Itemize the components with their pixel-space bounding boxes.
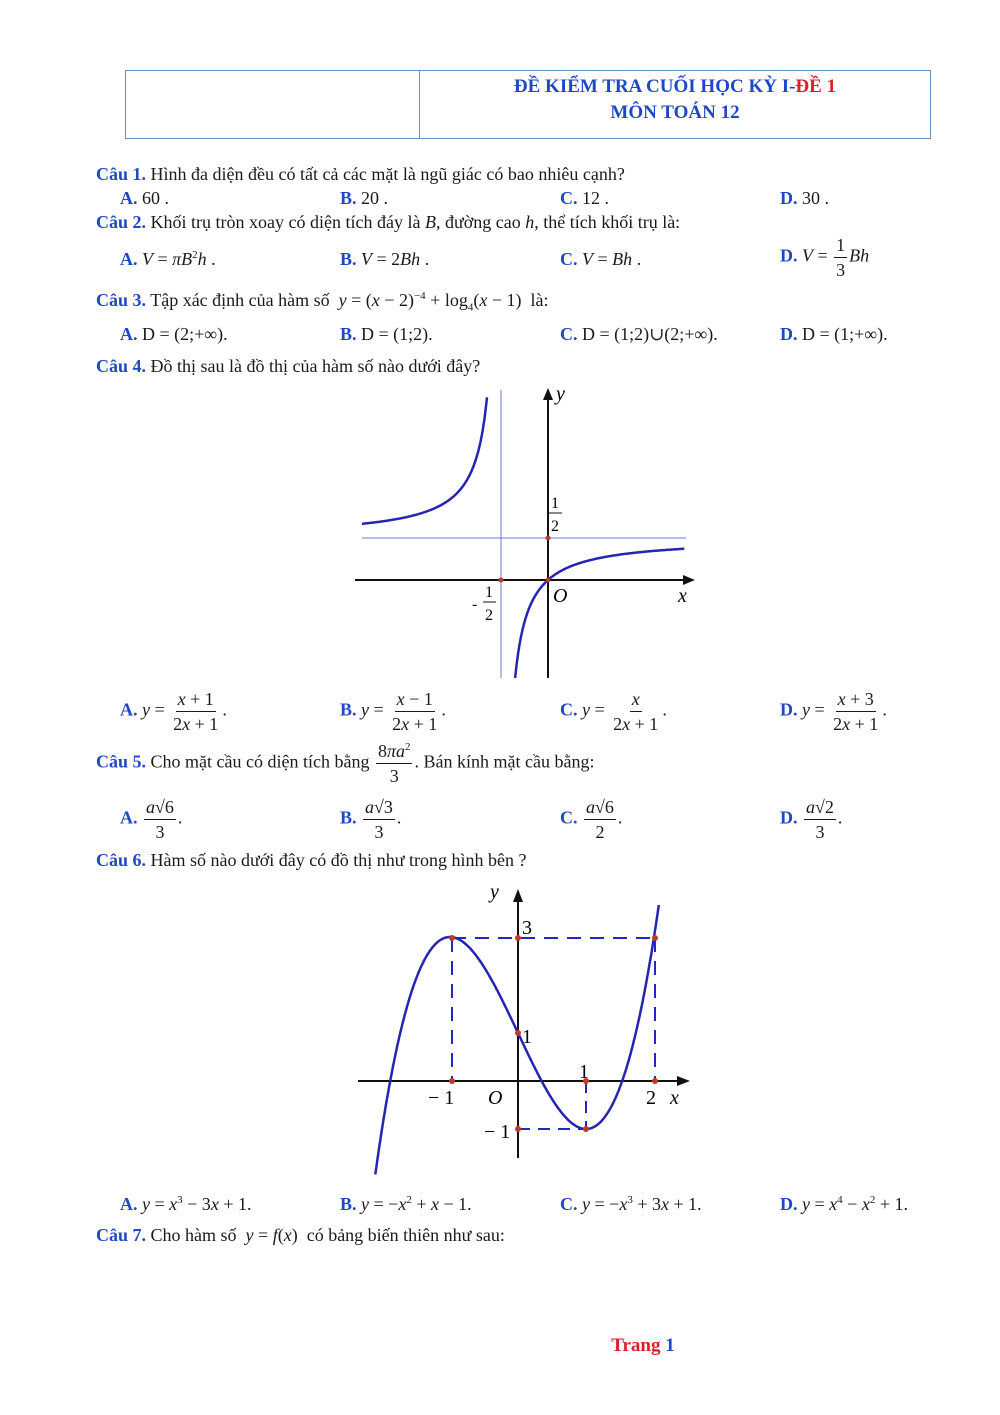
q2-option-c[interactable]: C. V = Bh .	[560, 249, 642, 269]
x-axis-arrow	[677, 1076, 690, 1086]
question-text: Tập xác định của hàm số	[150, 290, 330, 310]
tick-label: 2	[551, 518, 559, 535]
question-text: là:	[530, 290, 549, 310]
option-key: A.	[120, 249, 138, 269]
tick-label: 1	[551, 495, 559, 512]
option-value: 12 .	[582, 188, 609, 208]
footer-page-word: Trang	[611, 1335, 661, 1356]
title-number: ĐỀ 1	[795, 76, 837, 97]
question-text: Đồ thị sau là đồ thị của hàm số nào dưới đây?	[150, 356, 481, 376]
question-2	[96, 212, 680, 233]
q1-option-c[interactable]	[560, 188, 609, 209]
q1-option-b[interactable]	[340, 188, 388, 209]
q4-option-c[interactable]: C. y = $\frac{x}{2x + 1}$ .	[560, 689, 667, 734]
question-text: Hàm số nào dưới đây có đồ thị như trong hình bên ?	[150, 850, 527, 870]
question-text: , thể tích khối trụ là:	[534, 212, 681, 232]
option-value: D = (2;+∞).	[142, 324, 228, 344]
curve-right-branch	[515, 549, 684, 678]
question-label: Câu 3.	[96, 290, 147, 310]
point-marker	[515, 1126, 521, 1132]
option-value: D = (1;2)∪(2;+∞).	[582, 324, 718, 344]
option-key: B.	[340, 807, 357, 828]
option-key: C.	[560, 249, 578, 269]
question-text: Cho hàm số	[150, 1225, 237, 1245]
question-label: Câu 1.	[96, 164, 147, 184]
question-text: Hình đa diện đều có tất cả các mặt là ngũ giác có bao nhiêu cạnh?	[150, 164, 625, 184]
tick-label: 1	[485, 584, 493, 601]
question-3: Câu 3. Tập xác định của hàm số $y = (x - 2)^{-4} + \log_4(x - 1)$ là:	[96, 290, 549, 314]
q2-option-d[interactable]: D. V = $\frac{1}{3}$ Bh	[780, 235, 870, 280]
q5-option-b[interactable]: B. $\frac{a√3}{3}$ .	[340, 797, 402, 842]
y-axis-arrow	[513, 889, 523, 902]
q2-option-a[interactable]: A. $V = \pi B^2h$ .	[120, 249, 216, 269]
option-key: D.	[780, 188, 798, 208]
point-marker	[652, 935, 658, 941]
question-label: Câu 6.	[96, 850, 147, 870]
curve-left-branch	[362, 397, 487, 524]
option-key: B.	[340, 1194, 357, 1214]
option-value: 60 .	[142, 188, 169, 208]
point-marker	[652, 1078, 658, 1084]
option-key: C.	[560, 807, 578, 828]
q5-option-a[interactable]: A. $\frac{a√6}{3}$ .	[120, 797, 183, 842]
question-text: , đường cao	[435, 212, 521, 232]
tick-label: 2	[646, 1087, 656, 1109]
origin-label: O	[488, 1087, 503, 1109]
option-key: C.	[560, 1194, 578, 1214]
q6-option-d[interactable]: D. $y = x^4 - x^2 + 1$.	[780, 1194, 908, 1214]
option-key: D.	[780, 324, 798, 344]
option-key: C.	[560, 699, 578, 720]
q3-option-b[interactable]	[340, 324, 433, 345]
point-marker	[546, 578, 551, 583]
tick-label: 1	[522, 1026, 532, 1048]
point-marker	[546, 536, 551, 541]
x-axis-label: x	[670, 1087, 679, 1109]
question-label: Câu 5.	[96, 751, 147, 772]
option-key: B.	[340, 188, 357, 208]
option-key: D.	[780, 245, 798, 266]
tick-label: 3	[522, 917, 532, 939]
hyperbola-graph	[350, 382, 700, 682]
question-4	[96, 356, 480, 377]
option-key: A.	[120, 324, 138, 344]
option-key: D.	[780, 807, 798, 828]
q4-option-a[interactable]: A. y = $\frac{x + 1}{2x + 1}$ .	[120, 689, 227, 734]
question-text: Khối trụ tròn xoay có diện tích đáy là	[150, 212, 421, 232]
q3-option-a[interactable]	[120, 324, 228, 345]
point-marker	[583, 1126, 589, 1132]
q6-option-b[interactable]: B. $y = -x^2 + x - 1$.	[340, 1194, 472, 1214]
question-label: Câu 7.	[96, 1225, 147, 1245]
option-value: 30 .	[802, 188, 829, 208]
option-key: A.	[120, 699, 138, 720]
option-key: B.	[340, 699, 357, 720]
question-text: . Bán kính mặt cầu bằng:	[414, 751, 595, 772]
option-key: D.	[780, 1194, 798, 1214]
q4-option-d[interactable]: D. y = $\frac{x + 3}{2x + 1}$ .	[780, 689, 887, 734]
exam-title	[420, 74, 930, 126]
q5-option-d[interactable]: D. $\frac{a√2}{3}$ .	[780, 797, 843, 842]
x-axis-arrow	[683, 575, 695, 585]
exam-subject: MÔN TOÁN 12	[610, 102, 740, 123]
option-key: A.	[120, 807, 138, 828]
q6-option-a[interactable]: A. $y = x^3 - 3x + 1$.	[120, 1194, 252, 1214]
variable-b: B	[424, 212, 436, 232]
option-key: B.	[340, 324, 357, 344]
q3-option-d[interactable]	[780, 324, 888, 345]
option-value: D = (1;+∞).	[802, 324, 888, 344]
option-value: 20 .	[361, 188, 389, 208]
x-axis-label: x	[678, 585, 687, 607]
y-axis-arrow	[543, 388, 553, 400]
option-key: D.	[780, 699, 798, 720]
q4-option-b[interactable]: B. y = $\frac{x - 1}{2x + 1}$ .	[340, 689, 446, 734]
question-1	[96, 164, 625, 185]
y-axis-label: y	[490, 881, 499, 903]
cubic-graph	[350, 876, 700, 1186]
question-7: Câu 7. Cho hàm số y = f(x) có bảng biến thiên như sau:	[96, 1225, 505, 1245]
tick-label: − 1	[484, 1121, 511, 1143]
question-text: Cho mặt cầu có diện tích bằng	[150, 751, 370, 772]
title-main: ĐỀ KIỂM TRA CUỐI HỌC KỲ I-	[513, 76, 796, 97]
point-marker	[499, 578, 504, 583]
q3-option-c[interactable]	[560, 324, 718, 345]
origin-label: O	[553, 585, 568, 607]
question-label: Câu 4.	[96, 356, 147, 376]
tick-label: 2	[485, 607, 493, 624]
q6-option-c[interactable]: C. $y = -x^3 + 3x + 1$.	[560, 1194, 702, 1214]
footer-page-number: 1	[665, 1335, 675, 1356]
q1-option-a[interactable]	[120, 188, 169, 209]
tick-label: -	[472, 596, 478, 613]
option-key: C.	[560, 324, 578, 344]
question-6	[96, 850, 527, 871]
tick-label: 1	[579, 1061, 589, 1083]
option-key: A.	[120, 1194, 138, 1214]
q5-option-c[interactable]: C. $\frac{a√6}{2}$ .	[560, 797, 623, 842]
option-key: A.	[120, 188, 138, 208]
point-marker	[515, 935, 521, 941]
y-axis-label: y	[556, 383, 565, 405]
option-key: C.	[560, 188, 578, 208]
q2-option-b[interactable]: B. V = 2Bh .	[340, 249, 430, 269]
point-marker	[515, 1030, 521, 1036]
question-5: Câu 5. Cho mặt cầu có diện tích bằng $\frac{8\pi a^2}{3}$ . Bán kính mặt cầu bằng:	[96, 741, 595, 786]
tick-label: − 1	[428, 1087, 455, 1109]
q1-option-d[interactable]	[780, 188, 829, 209]
point-marker	[449, 1078, 455, 1084]
page-footer	[0, 1335, 1000, 1357]
point-marker	[449, 935, 455, 941]
option-value: D = (1;2).	[361, 324, 433, 344]
option-key: B.	[340, 249, 357, 269]
variable-h: h	[525, 212, 535, 232]
question-label: Câu 2.	[96, 212, 147, 232]
question-text: có bảng biến thiên như sau:	[306, 1225, 505, 1245]
